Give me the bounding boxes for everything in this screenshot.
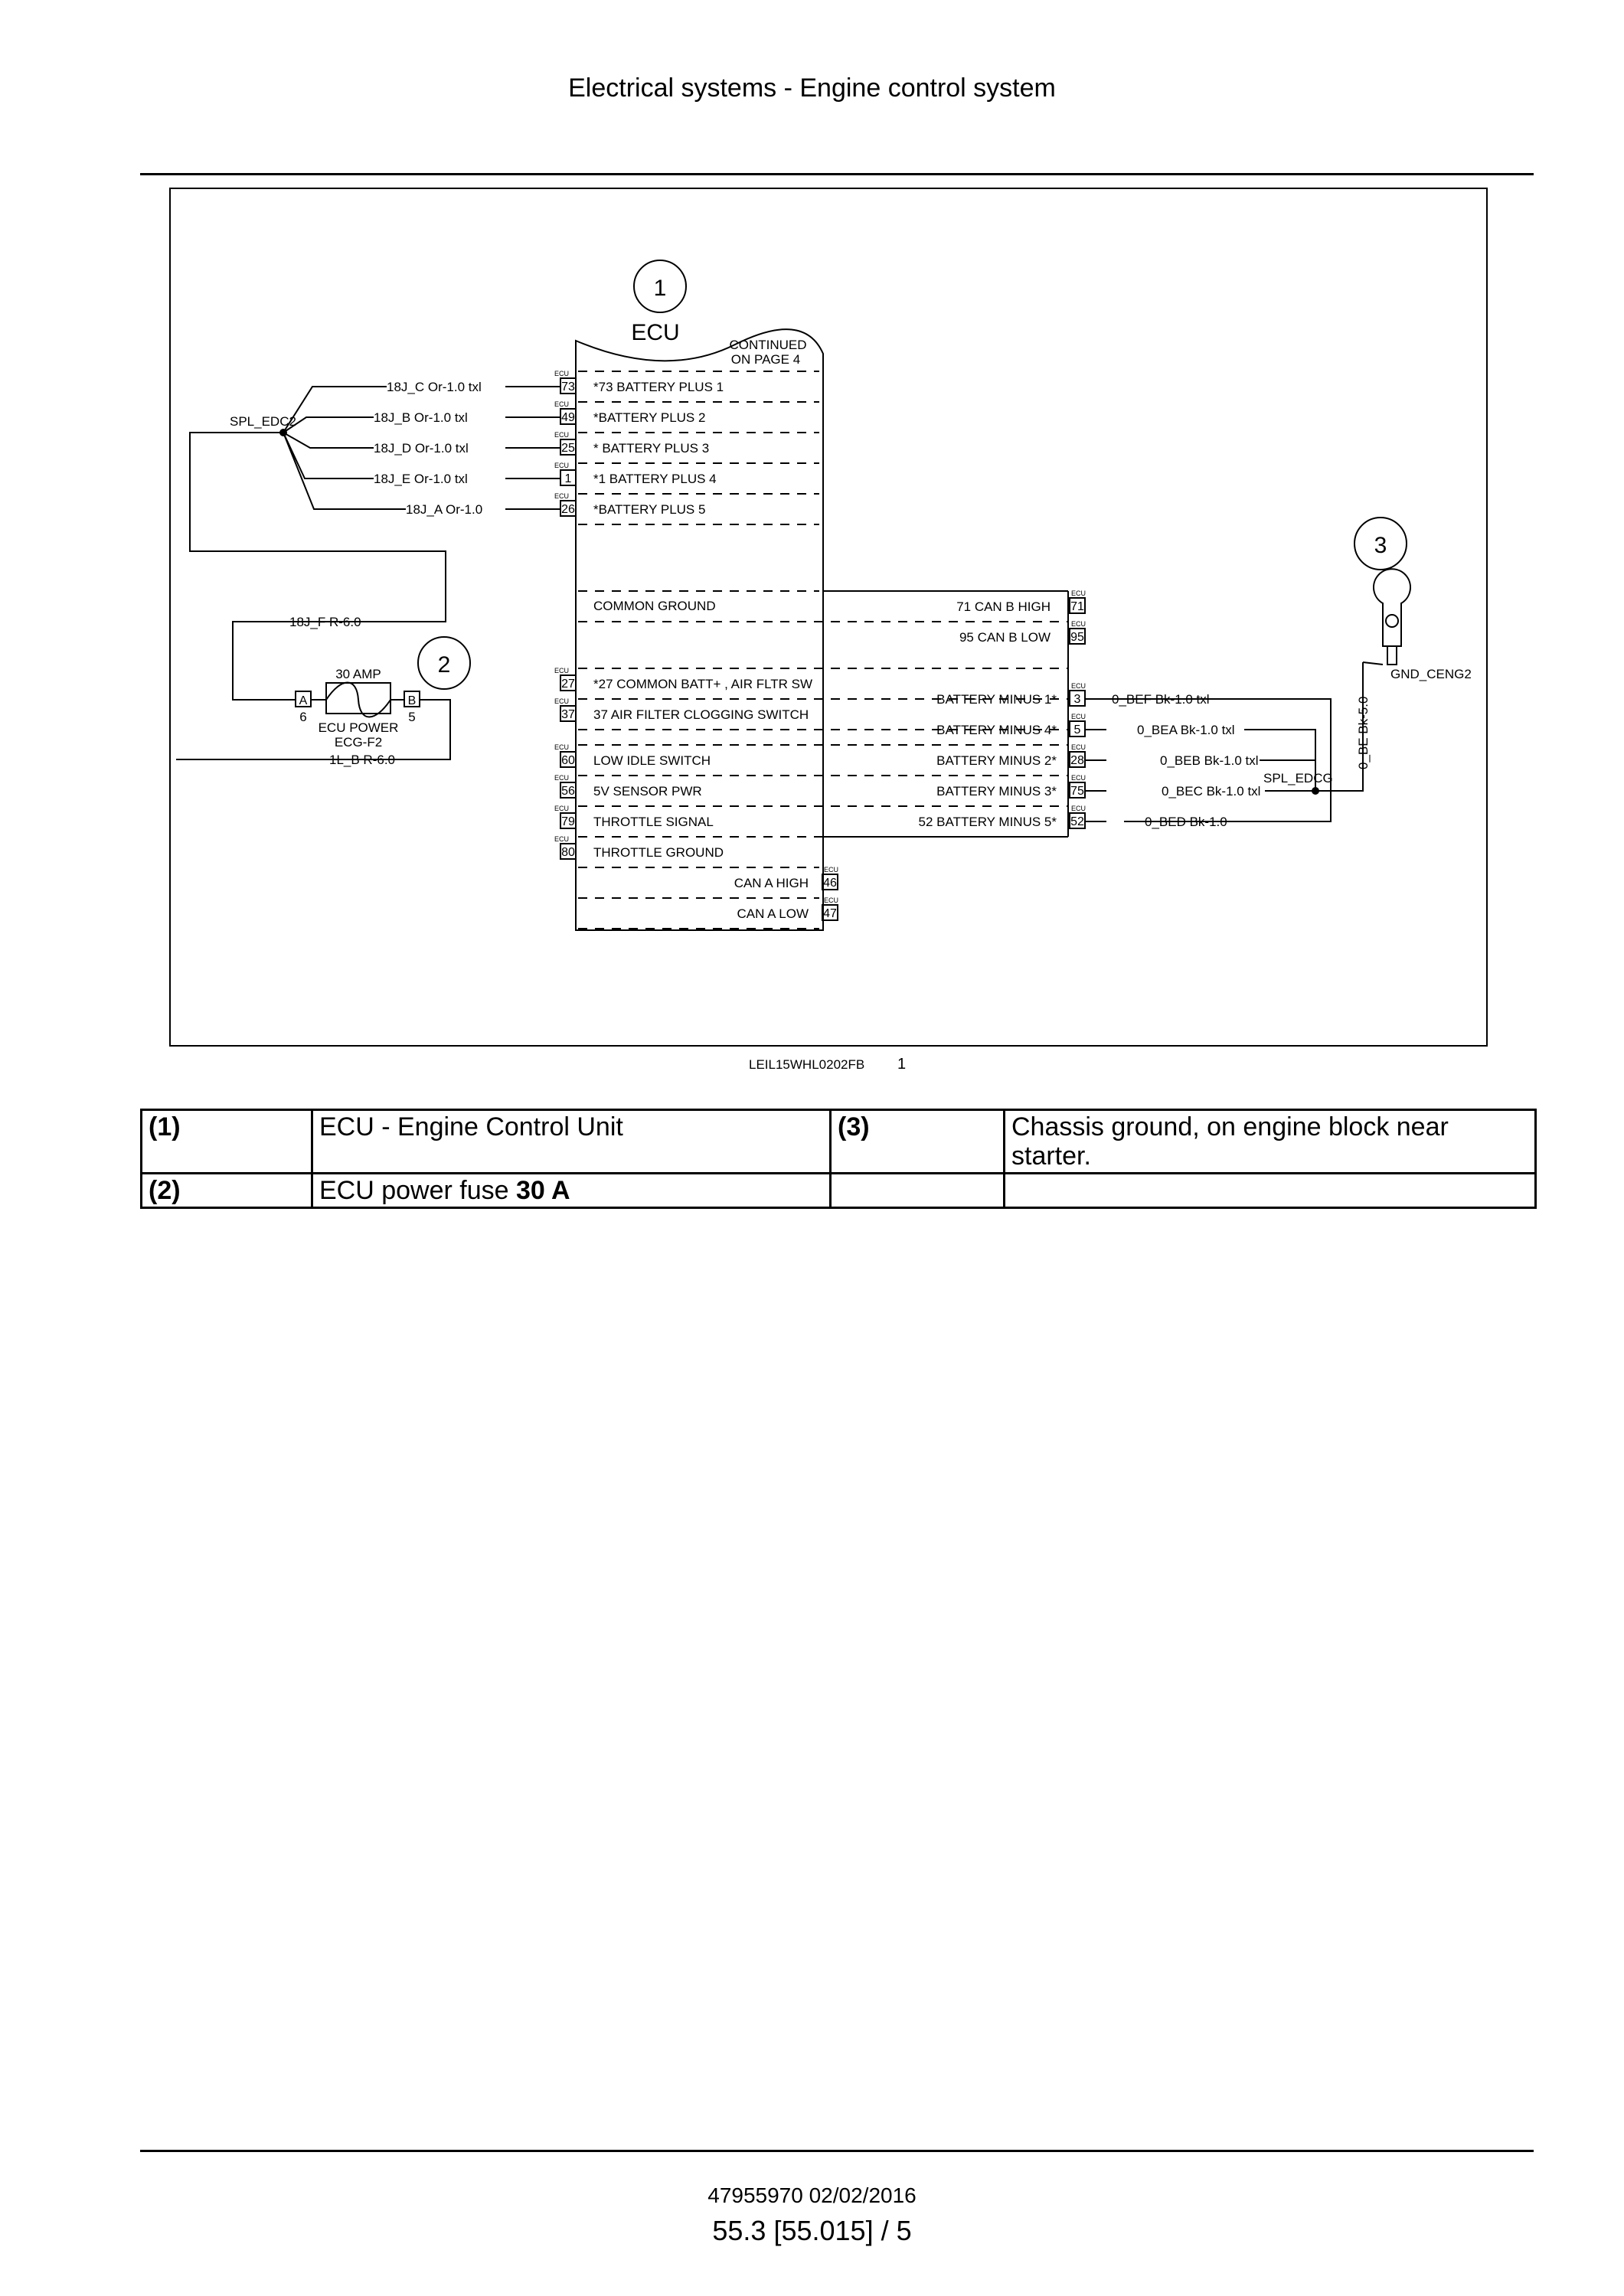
ecu-pin-label: *73 BATTERY PLUS 1 — [593, 380, 724, 394]
ecu-pin-tag: ECU — [554, 697, 570, 705]
ecu-pin-tag: ECU — [554, 431, 570, 439]
ecu-pin-tag: ECU — [554, 492, 570, 500]
legend-desc: Chassis ground, on engine block near starter. — [1005, 1110, 1536, 1174]
ecu-pin-label: BATTERY MINUS 4* — [936, 723, 1057, 737]
wire-label: 0_BEA Bk-1.0 txl — [1137, 723, 1235, 737]
ground-label: GND_CENG2 — [1390, 667, 1472, 681]
wire-label: 18J_D Or-1.0 txl — [374, 441, 469, 456]
legend-desc — [1005, 1174, 1536, 1208]
splice-spl-edc2: SPL_EDC2 — [230, 414, 296, 429]
fuse-name-line1: ECU POWER — [318, 720, 399, 735]
ecu-pin-tag: ECU — [824, 897, 839, 904]
ecu-label: ECU — [631, 320, 680, 345]
ecu-pin-label: 37 AIR FILTER CLOGGING SWITCH — [593, 707, 809, 722]
legend-row — [142, 1174, 1536, 1208]
wire-label: 0_BEC Bk-1.0 txl — [1162, 784, 1261, 799]
ecu-pin-tag: ECU — [1071, 713, 1086, 720]
legend-num: (2) — [142, 1174, 312, 1208]
ecu-pin-label: BATTERY MINUS 3* — [936, 784, 1057, 799]
left-wire-group — [374, 380, 560, 517]
ecu-pin-label: * BATTERY PLUS 3 — [593, 441, 710, 456]
ecu-pin-label: BATTERY MINUS 2* — [936, 753, 1057, 768]
callout-2: 2 — [437, 652, 451, 678]
ecu-common-ground: COMMON GROUND — [593, 599, 716, 613]
ecu-pin-label: LOW IDLE SWITCH — [593, 753, 711, 768]
ecu-pin-label: CAN A LOW — [737, 906, 809, 921]
legend-desc-text: ECU power fuse — [319, 1176, 516, 1205]
wire-1l-b — [176, 700, 450, 759]
fuse-pin-a: A — [299, 694, 308, 707]
ecu-pin-number: 60 — [561, 754, 575, 767]
figure-id: LEIL15WHL0202FB — [749, 1057, 865, 1072]
wire-label-1l-b: 1L_B R-6.0 — [329, 753, 395, 767]
ecu-pin-number: 46 — [823, 877, 837, 890]
ecu-pin-tag: ECU — [554, 370, 570, 377]
legend-row — [142, 1110, 1536, 1174]
ecu-pins — [554, 370, 1086, 921]
callout-3: 3 — [1374, 533, 1387, 558]
ecu-pin-number: 73 — [561, 380, 575, 394]
page-header-title: Electrical systems - Engine control system — [568, 73, 1056, 103]
legend-desc — [312, 1174, 831, 1208]
splice-spl-edcg: SPL_EDCG — [1263, 771, 1333, 785]
ground-lug-icon — [1363, 569, 1410, 665]
legend-num: (1) — [142, 1110, 312, 1174]
ecu-pin-number: 3 — [1073, 693, 1081, 706]
ecu-pin-number: 5 — [1073, 723, 1081, 736]
ecu-pin-label: BATTERY MINUS 1* — [936, 692, 1057, 707]
continued-note-line1: CONTINUED — [729, 338, 807, 352]
fuse-rating: 30 AMP — [335, 667, 381, 681]
ecu-pin-number: 71 — [1070, 600, 1084, 613]
ecu-pin-label: 95 CAN B LOW — [959, 630, 1051, 645]
ecu-pin-tag: ECU — [1071, 805, 1086, 812]
wiring-diagram — [0, 0, 1624, 1102]
right-wire-group — [1085, 692, 1260, 829]
wire-label: 18J_C Or-1.0 txl — [387, 380, 482, 394]
ecu-pin-label: 71 CAN B HIGH — [956, 599, 1051, 614]
ecu-pin-label: THROTTLE GROUND — [593, 845, 724, 860]
ecu-pin-number: 1 — [564, 472, 572, 485]
ecu-pin-tag: ECU — [1071, 590, 1086, 597]
ecu-pin-number: 79 — [561, 815, 575, 828]
ecu-pin-label: THROTTLE SIGNAL — [593, 815, 714, 829]
footer-doc-number: 47955970 02/02/2016 — [707, 2183, 917, 2207]
ecu-pin-number: 28 — [1070, 754, 1084, 767]
wire-label: 0_BED Bk-1.0 — [1145, 815, 1227, 829]
legend-table — [140, 1109, 1537, 1209]
ecu-pin-label: *27 COMMON BATT+ , AIR FLTR SW — [593, 677, 813, 691]
wire-label: 18J_B Or-1.0 txl — [374, 410, 468, 425]
callout-1: 1 — [653, 276, 667, 301]
wire-label-18j-f: 18J_F R-6.0 — [289, 615, 361, 629]
ecu-pin-label: *BATTERY PLUS 2 — [593, 410, 706, 425]
ecu-pin-number: 80 — [561, 846, 575, 859]
wire-label: 0_BEB Bk-1.0 txl — [1160, 753, 1259, 768]
legend-num: (3) — [831, 1110, 1005, 1174]
ecu-pin-tag: ECU — [554, 835, 570, 843]
ecu-pin-tag: ECU — [554, 774, 570, 782]
ecu-pin-number: 49 — [561, 411, 575, 424]
ecu-pin-tag: ECU — [1071, 743, 1086, 751]
ecu-pin-tag: ECU — [554, 743, 570, 751]
ecu-pin-number: 95 — [1070, 631, 1084, 644]
ecu-pin-number: 27 — [561, 678, 575, 691]
ecu-pin-number: 26 — [561, 503, 575, 516]
ecu-pin-number: 47 — [823, 907, 837, 920]
wire-label: 18J_E Or-1.0 txl — [374, 472, 468, 486]
ecu-pin-number: 37 — [561, 708, 575, 721]
continued-note-line2: ON PAGE 4 — [730, 352, 801, 367]
legend-desc-value: 30 A — [516, 1176, 570, 1205]
footer-page-ref: 55.3 [55.015] / 5 — [712, 2215, 912, 2246]
wire-label: 18J_A Or-1.0 — [406, 502, 483, 517]
fuse-pin-b-number: 5 — [408, 710, 416, 724]
ecu-pin-tag: ECU — [554, 805, 570, 812]
ecu-pin-tag: ECU — [824, 866, 839, 874]
ecu-pin-label: *1 BATTERY PLUS 4 — [593, 472, 717, 486]
ecu-pin-tag: ECU — [554, 400, 570, 408]
fuse-name-line2: ECG-F2 — [334, 735, 383, 750]
ecu-pin-label: *BATTERY PLUS 5 — [593, 502, 706, 517]
ecu-pin-number: 56 — [561, 785, 575, 798]
legend-num — [831, 1174, 1005, 1208]
legend-desc: ECU - Engine Control Unit — [312, 1110, 831, 1174]
footer-rule — [140, 2150, 1534, 2152]
ecu-pin-tag: ECU — [1071, 620, 1086, 628]
ecu-pin-label: CAN A HIGH — [734, 876, 809, 890]
figure-number: 1 — [897, 1056, 907, 1073]
ecu-pin-label: 5V SENSOR PWR — [593, 784, 702, 799]
ecu-pin-label: 52 BATTERY MINUS 5* — [918, 815, 1057, 829]
ecu-pin-tag: ECU — [554, 462, 570, 469]
ecu-pin-tag: ECU — [554, 667, 570, 674]
ecu-pin-tag: ECU — [1071, 774, 1086, 782]
ecu-pin-number: 75 — [1070, 785, 1084, 798]
fuse-pin-b: B — [407, 694, 417, 707]
wire-label-0-be: 0_BE Bk-5.0 — [1356, 696, 1371, 769]
ecu-pin-number: 25 — [561, 442, 575, 455]
fuse-pin-a-number: 6 — [299, 710, 307, 724]
ecu-pin-number: 52 — [1070, 815, 1084, 828]
ecu-pin-tag: ECU — [1071, 682, 1086, 690]
wire-label: 0_BEF Bk-1.0 txl — [1112, 692, 1210, 707]
